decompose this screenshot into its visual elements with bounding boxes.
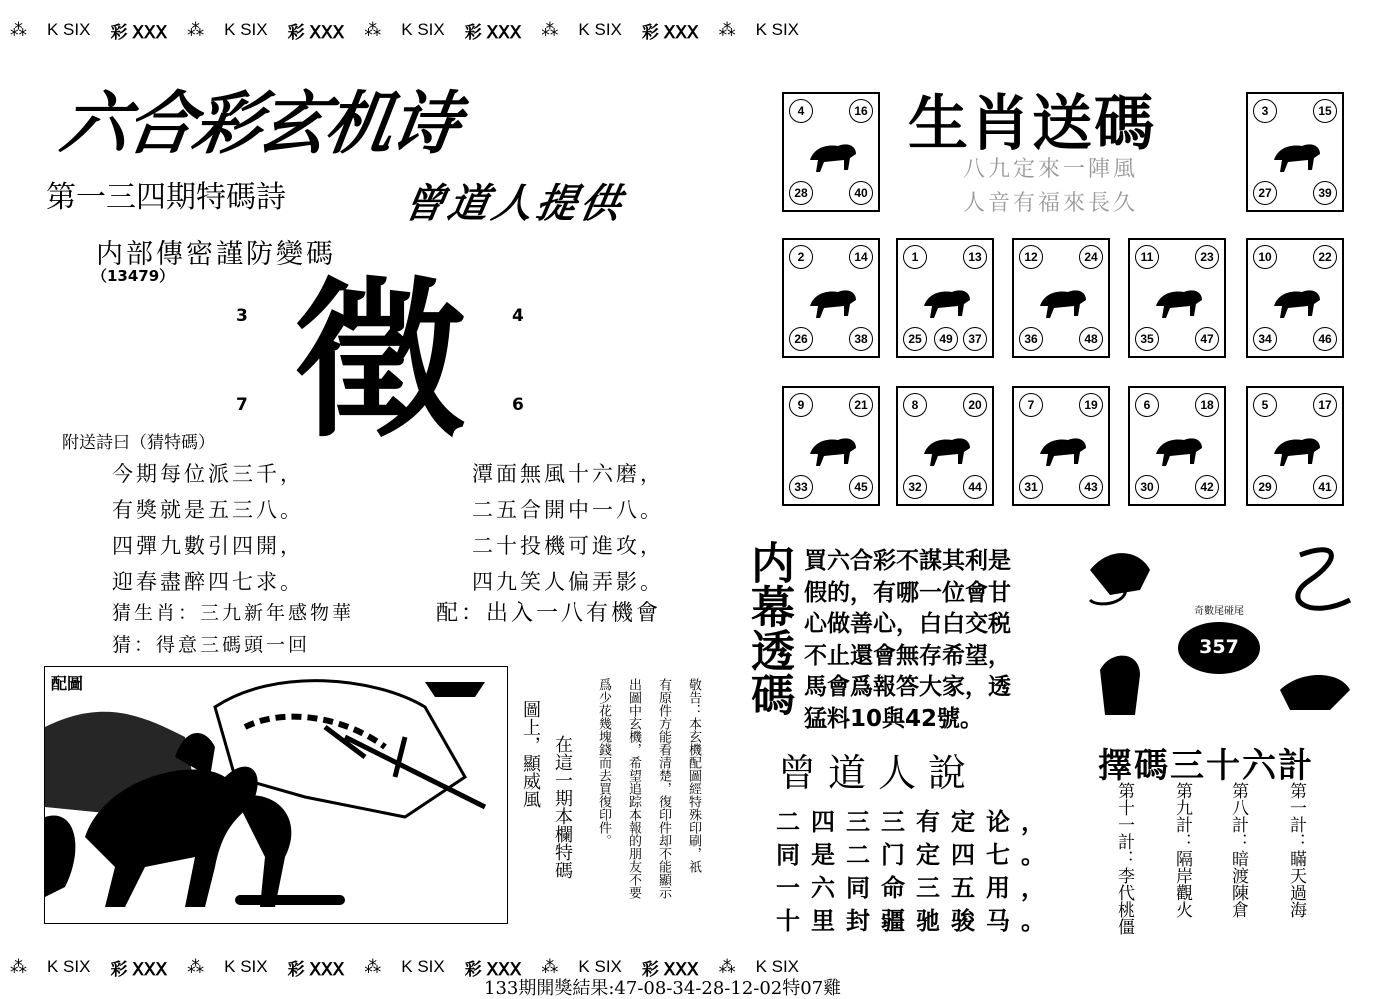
zodiac-number: 17	[1313, 393, 1337, 417]
band-mark: ⁂	[10, 957, 27, 976]
band-mark: K SIX	[755, 957, 800, 976]
zodiac-box-horse	[1246, 238, 1344, 358]
zodiac-box-rabbit	[896, 238, 994, 358]
zodiac-title: 生肖送碼	[908, 89, 1156, 159]
band-mark: K SIX	[401, 20, 445, 39]
inside-text-line: 假的，有哪一位會甘	[804, 579, 1011, 606]
corner-number: 3	[236, 306, 248, 326]
provider-label: 曾道人提供	[400, 181, 629, 227]
band-mark: ⁂	[541, 957, 559, 976]
zodiac-number: 36	[1019, 327, 1043, 351]
band-mark: K SIX	[578, 20, 622, 39]
band-mark: ⁂	[364, 20, 382, 39]
poem-line: 四彈九數引四開，	[112, 534, 304, 558]
band-mark: ⁂	[718, 20, 736, 39]
band-mark: K SIX	[224, 20, 268, 39]
band-mark: 彩 ⅩⅩⅩ	[641, 959, 699, 979]
horse-icon	[1268, 276, 1326, 322]
inside-text-line: 不止還會無存希望，	[804, 642, 1011, 669]
zodiac-box-dragon	[1012, 238, 1110, 358]
band-mark: ⁂	[187, 957, 205, 976]
zodiac-number: 41	[1313, 475, 1337, 499]
rabbit-icon	[918, 276, 976, 322]
period-subtitle: 第一三四期特碼詩	[46, 180, 286, 215]
zodiac-number: 5	[1253, 393, 1277, 417]
band-mark: ⁂	[718, 957, 736, 976]
inside-title: 内幕透碼	[743, 540, 794, 716]
inside-text-line: 心做善心，白白交税	[804, 611, 1011, 637]
band-mark: 彩 ⅩⅩⅩ	[110, 22, 168, 42]
zodiac-number: 19	[1079, 393, 1103, 417]
ox-icon	[1268, 130, 1326, 176]
zodiac-number: 44	[963, 475, 987, 499]
guess-zodiac: 猜生肖：三九新年感物華	[112, 602, 355, 624]
notice-line: 爲少花幾塊錢而去買復印件。	[596, 678, 611, 847]
band-mark: K SIX	[578, 957, 622, 976]
zodiac-number: 30	[1135, 475, 1159, 499]
zodiac-box-rooster	[1012, 386, 1110, 506]
plan-item: 第十一計：李代桃僵	[1114, 782, 1134, 935]
zodiac-box-tiger	[782, 238, 880, 358]
dog-icon	[1150, 424, 1208, 470]
band-mark: 彩 ⅩⅩⅩ	[287, 959, 345, 979]
zodiac-number: 18	[1195, 393, 1219, 417]
band-mark: K SIX	[47, 20, 91, 39]
zodiac-number: 10	[1253, 245, 1277, 269]
zodiac-number: 48	[1079, 327, 1103, 351]
zodiac-number: 7	[1019, 393, 1043, 417]
monkey-icon	[918, 424, 976, 470]
band-mark: ⁂	[364, 957, 382, 976]
notice-line: 敬告：本玄機配圖經特殊印刷，祇	[686, 678, 701, 873]
zodiac-number: 26	[789, 327, 813, 351]
zodiac-number: 40	[849, 181, 873, 205]
band-mark: 彩 ⅩⅩⅩ	[110, 959, 168, 979]
inside-text-line: 馬會爲報答大家，透	[804, 674, 1011, 700]
zodiac-number: 34	[1253, 327, 1277, 351]
poem-line: 迎春盡醉四七求。	[112, 570, 304, 594]
zodiac-number: 24	[1079, 245, 1103, 269]
plans-title: 擇碼三十六計	[1098, 746, 1314, 786]
zodiac-number: 43	[1079, 475, 1103, 499]
guess-line: 猜：得意三碼頭一回	[112, 634, 311, 656]
zodiac-number: 6	[1135, 393, 1159, 417]
say-line: 一六同命三五用，	[776, 873, 1056, 902]
zodiac-number: 37	[963, 327, 987, 351]
zodiac-number: 21	[849, 393, 873, 417]
zodiac-number: 8	[903, 393, 927, 417]
plan-item: 第九計：隔岸觀火	[1172, 782, 1192, 918]
lucky-oval	[1178, 606, 1260, 674]
zodiac-box-pig	[1246, 386, 1344, 506]
zodiac-box-monkey	[896, 386, 994, 506]
band-mark: 彩 ⅩⅩⅩ	[287, 22, 345, 42]
secret-code: （13479）	[92, 267, 175, 285]
band-mark: K SIX	[47, 957, 91, 976]
plan-item: 第一計：瞞天過海	[1286, 782, 1306, 918]
zodiac-number: 16	[849, 99, 873, 123]
poem-intro: 附送詩曰（猜特碼）	[62, 433, 215, 453]
secret-note: 内部傳密謹防變碼	[96, 239, 336, 270]
zodiac-number: 1	[903, 245, 927, 269]
oval-label: 奇數尾碰尾	[1194, 606, 1244, 617]
zodiac-number: 9	[789, 393, 813, 417]
poem-line: 四九笑人偏弄影。	[472, 570, 664, 594]
say-line: 同是二门定四七。	[776, 840, 1056, 869]
top-decor-band	[0, 15, 1388, 45]
zodiac-number: 13	[963, 245, 987, 269]
zodiac-number: 28	[789, 181, 813, 205]
zodiac-number: 38	[849, 327, 873, 351]
zodiac-number: 4	[789, 99, 813, 123]
band-mark: 彩 ⅩⅩⅩ	[464, 959, 522, 979]
verse-line: 人音有福來長久	[963, 191, 1139, 216]
zodiac-number: 3	[1253, 99, 1277, 123]
illustration-box	[44, 666, 508, 924]
poem-line: 二五合開中一八。	[472, 498, 664, 522]
zodiac-box-ox	[1246, 92, 1344, 212]
zodiac-box-snake	[1128, 238, 1226, 358]
horse-rider-illustration	[45, 667, 508, 924]
draw-result: 133期開獎結果:47-08-34-28-12-02特07雞	[484, 978, 842, 999]
band-mark: 彩 ⅩⅩⅩ	[464, 22, 522, 42]
band-mark: K SIX	[224, 957, 268, 976]
pig-icon	[1268, 424, 1326, 470]
zodiac-box-rat	[782, 92, 880, 212]
zodiac-number: 12	[1019, 245, 1043, 269]
zodiac-number: 47	[1195, 327, 1219, 351]
zodiac-number: 2	[789, 245, 813, 269]
zodiac-number: 33	[789, 475, 813, 499]
oval-number: 357	[1199, 636, 1239, 658]
zodiac-number: 14	[849, 245, 873, 269]
zodiac-number: 15	[1313, 99, 1337, 123]
band-mark: K SIX	[755, 20, 800, 39]
poem-line: 今期每位派三千，	[112, 462, 304, 486]
inside-text-line: 買六合彩不謀其利是	[804, 548, 1011, 574]
band-mark: K SIX	[401, 957, 445, 976]
dragon-icon	[1034, 276, 1092, 322]
zodiac-number: 23	[1195, 245, 1219, 269]
illustration-caption: 圖上，顯威風	[520, 700, 541, 808]
poem-line: 二十投機可進攻，	[472, 534, 664, 558]
poem-line: 潭面無風十六磨，	[472, 462, 664, 486]
riddle-character: 徵	[295, 263, 466, 461]
zodiac-number: 31	[1019, 475, 1043, 499]
main-title: 六合彩玄机诗	[55, 85, 463, 164]
inside-text-line: 猛料10與42號。	[804, 705, 984, 732]
rat-icon	[804, 130, 862, 176]
zodiac-number: 29	[1253, 475, 1277, 499]
band-mark: ⁂	[541, 20, 559, 39]
snake-icon	[1150, 276, 1208, 322]
zodiac-number: 35	[1135, 327, 1159, 351]
zodiac-number: 39	[1313, 181, 1337, 205]
notice-line: 有原件方能看清楚，復印件却不能顯示	[656, 678, 671, 899]
zodiac-box-dog	[1128, 386, 1226, 506]
zodiac-number: 32	[903, 475, 927, 499]
zodiac-number: 25	[903, 327, 927, 351]
illustration-label: 配圖	[51, 671, 83, 694]
say-line: 二四三三有定论，	[776, 807, 1056, 836]
goat-icon	[804, 424, 862, 470]
zodiac-number: 20	[963, 393, 987, 417]
zodiac-number: 42	[1195, 475, 1219, 499]
zodiac-number: 49	[934, 327, 958, 351]
notice-line: 出圖中玄機，希望追踪本報的朋友不要	[626, 678, 641, 899]
say-line: 十里封疆驰骏马。	[776, 906, 1056, 935]
zodiac-number: 46	[1313, 327, 1337, 351]
corner-number: 7	[236, 395, 248, 415]
zodiac-number: 11	[1135, 245, 1159, 269]
zodiac-number: 27	[1253, 181, 1277, 205]
illustration-caption: 在這一期本欄特碼	[552, 735, 573, 879]
rooster-icon	[1034, 424, 1092, 470]
poem-line: 有獎就是五三八。	[112, 498, 304, 522]
band-mark: 彩 ⅩⅩⅩ	[641, 22, 699, 42]
corner-number: 6	[512, 395, 524, 415]
match-line: 配：出入一八有機會	[436, 601, 662, 626]
zodiac-number: 45	[849, 475, 873, 499]
plan-item: 第八計：暗渡陳倉	[1228, 782, 1248, 918]
band-mark: ⁂	[187, 20, 205, 39]
band-mark: ⁂	[10, 20, 27, 39]
tiger-icon	[804, 276, 862, 322]
verse-line: 八九定來一陣風	[963, 157, 1139, 182]
say-title: 曾道人說	[778, 751, 979, 795]
zodiac-number: 22	[1313, 245, 1337, 269]
corner-number: 4	[512, 306, 524, 326]
zodiac-box-goat	[782, 386, 880, 506]
